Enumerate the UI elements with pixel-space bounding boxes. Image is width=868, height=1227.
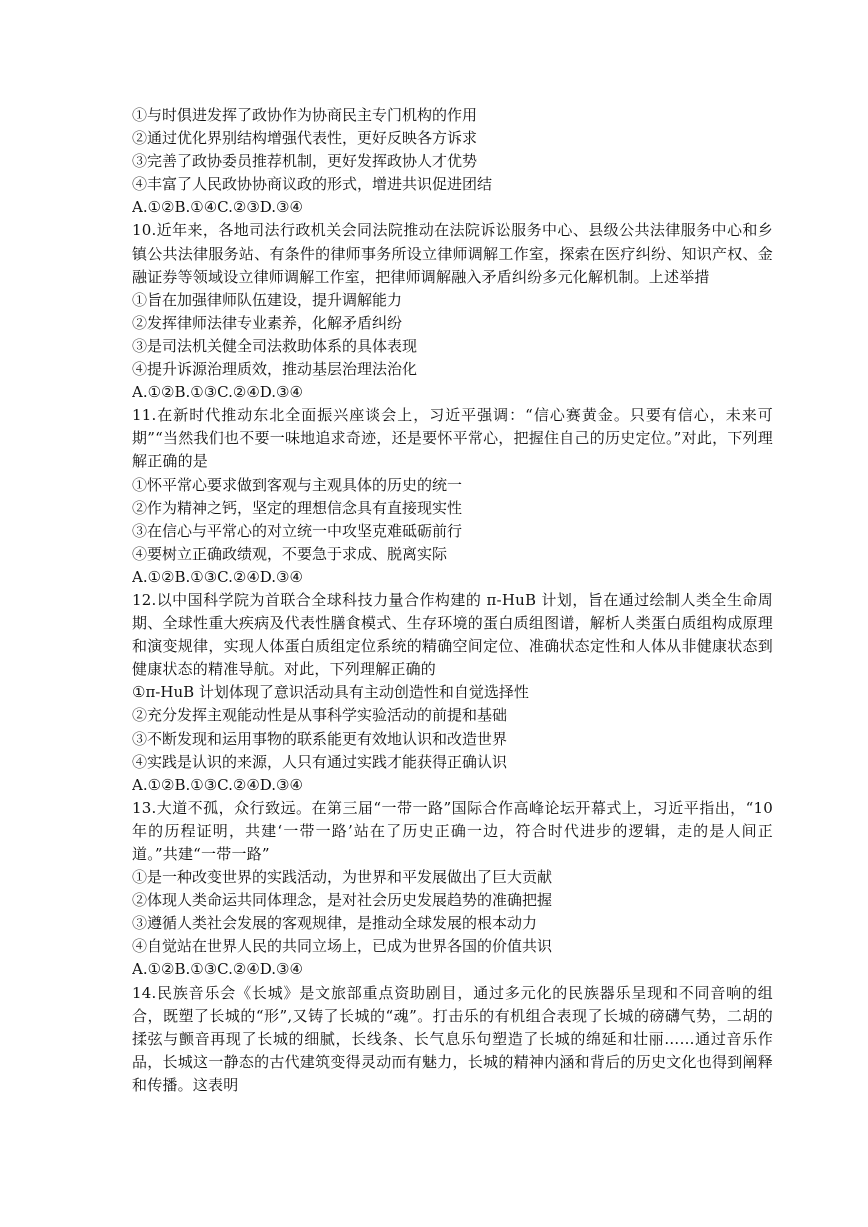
q13-option-4: ④自觉站在世界人民的共同立场上，已成为世界各国的价值共识 <box>132 937 553 956</box>
q12-option-1: ①π-HuB 计划体现了意识活动具有主动创造性和自觉选择性 <box>132 683 529 702</box>
q9-answer-choices: A.①②B.①④C.②③D.③④ <box>132 198 303 217</box>
q12-stem: 12.以中国科学院为首联合全球科技力量合作构建的 π-HuB 计划，旨在通过绘制人类全生命周期、全球性重大疾病及代表性膳食模式、生存环境的蛋白质组图谱，解析人类蛋白质组构成原理和演变规律，实现人体蛋白质组定位系统的精确空间定位、准确状态定性和人体从非健康状态到健康状态的精准导航。对此，下列理解正确的 <box>132 590 773 679</box>
question-13 <box>132 797 773 982</box>
q11-option-3: ③在信心与平常心的对立统一中攻坚克难砥砺前行 <box>132 521 463 540</box>
q9-option-3: ③完善了政协委员推荐机制，更好发挥政协人才优势 <box>132 152 478 171</box>
q10-answer-choices: A.①②B.①③C.②④D.③④ <box>132 383 303 402</box>
q14-stem: 14.民族音乐会《长城》是文旅部重点资助剧目，通过多元化的民族器乐呈现和不同音响的组合，既塑了长城的“形”,又铸了长城的“魂”。打击乐的有机组合表现了长城的磅礴气势，二胡的揉弦与颤音再现了长城的细腻，长线条、长气息乐句塑造了长城的绵延和壮丽……通过音乐作品，长城这一静态的古代建筑变得灵动而有魅力，长城的精神内涵和背后的历史文化也得到阐释和传播。这表明 <box>132 983 773 1094</box>
q9-option-4: ④丰富了人民政协协商议政的形式，增进共识促进团结 <box>132 175 493 194</box>
question-10 <box>132 219 773 404</box>
q13-stem: 13.大道不孤，众行致远。在第三届“一带一路”国际合作高峰论坛开幕式上，习近平指出，“10 年的历程证明，共建‘一带一路’站在了历史正确一边，符合时代进步的逻辑，走的是人间正道。”共建“一带一路” <box>132 798 773 863</box>
question-14 <box>132 982 773 1097</box>
q9-option-1: ①与时俱进发挥了政协作为协商民主专门机构的作用 <box>132 106 478 124</box>
q11-option-1: ①怀平常心要求做到客观与主观具体的历史的统一 <box>132 475 463 494</box>
q12-answer-choices: A.①②B.①③C.②④D.③④ <box>132 775 303 794</box>
q11-stem: 11.在新时代推动东北全面振兴座谈会上，习近平强调：“信心赛黄金。只要有信心，未来可期”“当然我们也不要一味地追求奇迹，还是要怀平常心，把握住自己的历史定位。”对此，下列理解正确的是 <box>132 406 773 471</box>
q11-option-2: ②作为精神之钙，坚定的理想信念具有直接现实性 <box>132 498 463 517</box>
q10-option-1: ①旨在加强律师队伍建设，提升调解能力 <box>132 290 403 309</box>
q13-option-2: ②体现人类命运共同体理念，是对社会历史发展趋势的准确把握 <box>132 891 553 910</box>
q13-option-1: ①是一种改变世界的实践活动，为世界和平发展做出了巨大贡献 <box>132 868 553 887</box>
q13-option-3: ③遵循人类社会发展的客观规律，是推动全球发展的根本动力 <box>132 914 538 933</box>
q12-option-4: ④实践是认识的来源，人只有通过实践才能获得正确认识 <box>132 752 508 771</box>
question-12 <box>132 589 773 797</box>
question-11 <box>132 404 773 589</box>
q10-option-3: ③是司法机关健全司法救助体系的具体表现 <box>132 336 418 355</box>
q12-option-2: ②充分发挥主观能动性是从事科学实验活动的前提和基础 <box>132 706 508 725</box>
q9-option-2: ②通过优化界别结构增强代表性，更好反映各方诉求 <box>132 129 478 148</box>
q11-answer-choices: A.①②B.①③C.②④D.③④ <box>132 567 303 586</box>
q10-option-2: ②发挥律师法律专业素养，化解矛盾纠纷 <box>132 313 403 332</box>
q10-stem: 10.近年来，各地司法行政机关会同法院推动在法院诉讼服务中心、县级公共法律服务中心和乡镇公共法律服务站、有条件的律师事务所设立律师调解工作室，探索在医疗纠纷、知识产权、金融证券等领域设立律师调解工作室，把律师调解融入矛盾纠纷多元化解机制。上述举措 <box>132 221 773 286</box>
q13-answer-choices: A.①②B.①③C.②④D.③④ <box>132 960 303 979</box>
q10-option-4: ④提升诉源治理质效，推动基层治理法治化 <box>132 360 418 379</box>
q12-option-3: ③不断发现和运用事物的联系能更有效地认识和改造世界 <box>132 729 508 748</box>
question-9-options <box>132 104 773 219</box>
q11-option-4: ④要树立正确政绩观，不要急于求成、脱离实际 <box>132 544 448 563</box>
